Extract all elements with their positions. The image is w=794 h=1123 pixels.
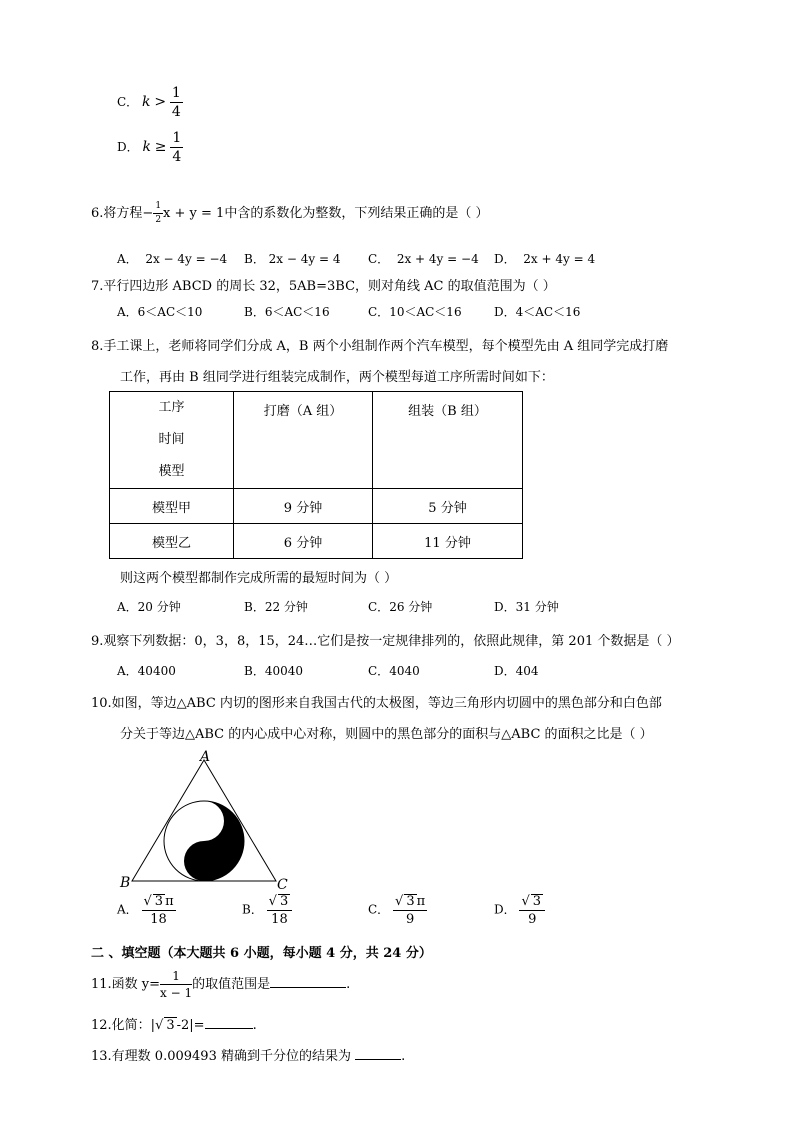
q8-option-a: A．20 分钟: [117, 600, 181, 614]
q6-option-b: B． 2x − 4y = 4: [244, 252, 341, 266]
taiji-symbol: [164, 801, 244, 881]
table-row: 模型甲 9 分钟 5 分钟: [110, 489, 523, 524]
q6-option-d: D． 2x + 4y = 4: [494, 252, 596, 266]
q9-option-b: B．40040: [244, 664, 304, 678]
vertex-label-a: A: [200, 749, 211, 765]
q9-option-a: A．40400: [117, 664, 176, 678]
q8-question: 则这两个模型都制作完成所需的最短时间为（ ）: [120, 571, 398, 586]
q9-stem: 9.观察下列数据：0，3，8，15，24…它们是按一定规律排列的，依照此规律，第 201 个数据是（ ）: [91, 634, 680, 649]
q8-stem-line1: 8.手工课上，老师将同学们分成 A，B 两个小组制作两个汽车模型，每个模型先由 A 组同学完成打磨: [91, 339, 669, 354]
q12-stem: 12.化简：|√ 3 -2|= .: [91, 1018, 257, 1033]
q11-stem: 11.函数 y= $\frac{1}{x - 1}$ 的取值范围是 .: [91, 969, 351, 1000]
q10-option-b: B． $\frac{√ 3}{18}$: [242, 894, 292, 926]
q9-option-c: C．4040: [368, 664, 420, 678]
q8-option-d: D．31 分钟: [494, 600, 559, 614]
taiji-triangle-figure: [110, 745, 300, 895]
table-header-assemble: 组装（B 组）: [373, 392, 523, 489]
table-header-polish: 打磨（A 组）: [234, 392, 373, 489]
q7-option-b: B．6＜AC＜16: [244, 305, 330, 319]
table-row: 模型乙 6 分钟 11 分钟: [110, 524, 523, 559]
q7-option-c: C．10＜AC＜16: [368, 305, 462, 319]
q12-answer-blank[interactable]: [205, 1028, 253, 1029]
section-2-title: 二 、填空题（本大题共 6 小题，每小题 4 分，共 24 分）: [91, 946, 432, 961]
q10-option-c: C． $\frac{√ 3 \pi}{9}$: [368, 894, 426, 927]
q8-stem-line2: 工作，再由 B 组同学进行组装完成制作，两个模型每道工序所需时间如下：: [120, 370, 554, 385]
q7-option-a: A．6＜AC＜10: [117, 305, 203, 319]
table-corner-cell: 工序 时间 模型: [110, 392, 234, 489]
q9-option-d: D．404: [494, 664, 539, 678]
q10-stem-line1: 10.如图，等边△ABC 内切的图形来自我国古代的太极图，等边三角形内切圆中的黑色部分和白色部: [91, 696, 662, 711]
q10-stem-line2: 分关于等边△ABC 的内心成中心对称，则圆中的黑色部分的面积与△ABC 的面积之比是（ ）: [120, 727, 653, 742]
q10-option-d: D． $\frac{√ 3}{9}$: [494, 894, 545, 926]
q6-stem: 6.将方程− $\frac{1}{2}$ x + y = 1中含的系数化为整数，下列结果正确的是（ ）: [91, 201, 489, 225]
q8-option-c: C．26 分钟: [368, 600, 433, 614]
q11-answer-blank[interactable]: [270, 987, 346, 988]
q13-answer-blank[interactable]: [355, 1059, 401, 1060]
q8-time-table: [109, 391, 523, 559]
q6-option-c: C． 2x + 4y = −4: [368, 252, 479, 266]
q7-stem: 7.平行四边形 ABCD 的周长 32，5AB=3BC，则对角线 AC 的取值范围为（ ）: [91, 279, 556, 294]
q5-option-c: C． k > $\frac{1}{4}$: [117, 85, 181, 120]
vertex-label-c: C: [277, 877, 288, 893]
q8-option-b: B．22 分钟: [244, 600, 308, 614]
q7-option-d: D．4＜AC＜16: [494, 305, 581, 319]
q6-option-a: A． 2x − 4y = −4: [117, 252, 228, 266]
q10-option-a: A． $\frac{√ 3 \pi}{18}$: [117, 894, 174, 927]
vertex-label-b: B: [120, 875, 131, 891]
q5-option-d: D． k ≥ $\frac{1}{4}$: [117, 130, 182, 165]
q13-stem: 13.有理数 0.009493 精确到千分位的结果为 .: [91, 1049, 406, 1064]
